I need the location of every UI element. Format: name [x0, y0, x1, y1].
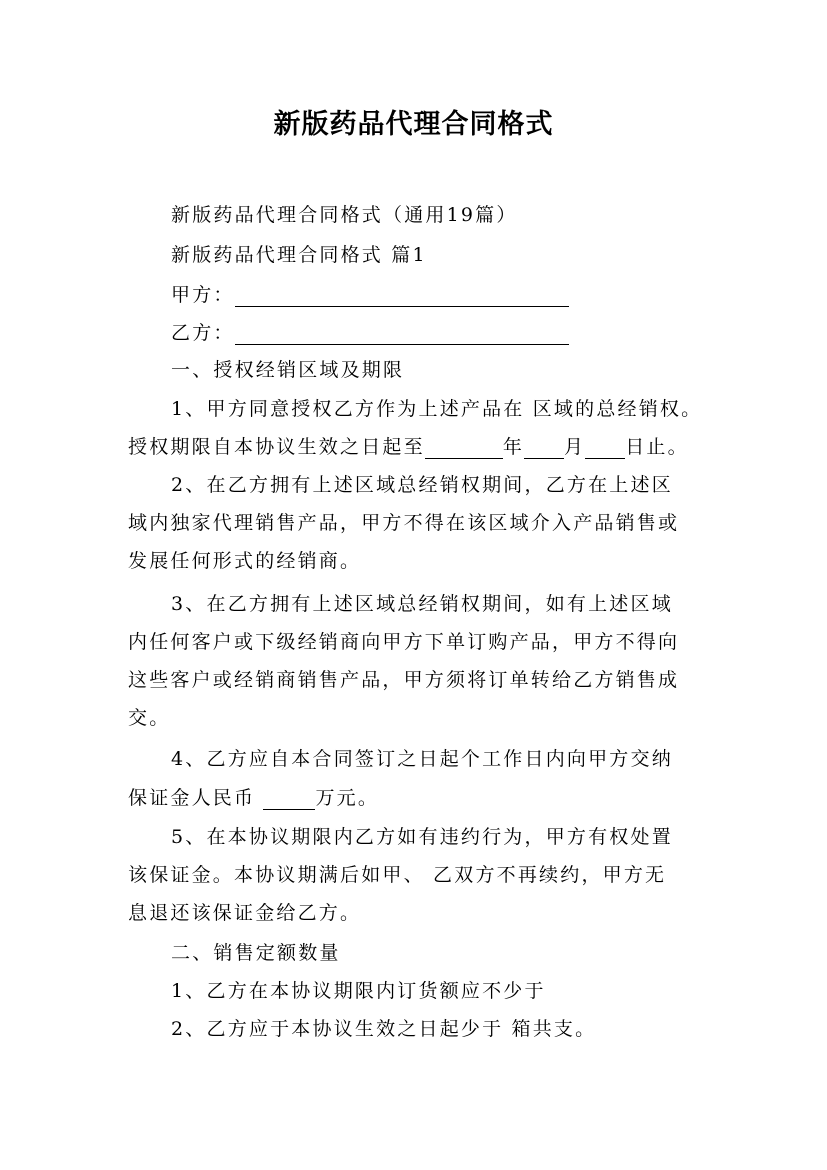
party-b-label: 乙方：: [171, 322, 235, 344]
clause-1-4-line-1: 4、乙方应自本合同签订之日起个工作日内向甲方交纳: [171, 748, 673, 770]
clause-2-2: 2、乙方应于本协议生效之日起少于 箱共支。: [171, 1018, 597, 1040]
party-a-label: 甲方：: [171, 284, 235, 306]
clause-1-3-line-4: 交。: [128, 707, 171, 729]
clause-2-1: 1、乙方在本协议期限内订货额应不少于: [171, 980, 546, 1002]
year-label: 年: [502, 436, 525, 458]
deposit-blank: [263, 789, 315, 810]
day-label: 日止。: [625, 436, 689, 458]
clause-1-2-line-3: 发展任何形式的经销商。: [128, 550, 362, 572]
month-label: 月: [564, 436, 586, 458]
clause-1-2-line-1: 2、在乙方拥有上述区域总经销权期间，乙方在上述区: [171, 474, 673, 496]
document-subtitle: 新版药品代理合同格式（通用19篇）: [171, 204, 518, 226]
party-b-line: [171, 318, 569, 345]
clause-1-3-line-2: 内任何客户或下级经销商向甲方下单订购产品，甲方不得向: [128, 631, 680, 653]
chapter-1-heading: 一、授权经销区域及期限: [171, 359, 405, 381]
deposit-unit: 万元。: [315, 787, 380, 809]
party-a-blank: [235, 286, 569, 307]
clause-1-5-line-3: 息退还该保证金给乙方。: [128, 902, 362, 924]
section-heading: 新版药品代理合同格式 篇1: [171, 244, 427, 266]
deposit-text: 保证金人民币: [128, 787, 264, 809]
year-blank: [425, 438, 503, 459]
clause-1-5-line-1: 5、在本协议期限内乙方如有违约行为，甲方有权处置: [171, 826, 673, 848]
document-title: 新版药品代理合同格式: [273, 109, 554, 140]
chapter-2-heading: 二、销售定额数量: [171, 942, 341, 964]
party-b-blank: [235, 324, 569, 345]
clause-1-1-line-2: [128, 432, 689, 459]
clause-1-3-line-1: 3、在乙方拥有上述区域总经销权期间，如有上述区域: [171, 593, 673, 615]
clause-1-1-line-1: 1、甲方同意授权乙方作为上述产品在 区域的总经销权。: [171, 398, 703, 420]
month-blank: [524, 438, 564, 459]
clause-1-2-line-2: 域内独家代理销售产品，甲方不得在该区域介入产品销售或: [128, 512, 680, 534]
day-blank: [585, 438, 625, 459]
party-a-line: [171, 280, 569, 307]
term-text: 授权期限自本协议生效之日起至: [128, 436, 425, 458]
clause-1-5-line-2: 该保证金。本协议期满后如甲、 乙双方不再续约，甲方无: [128, 864, 667, 886]
clause-1-4-line-2: [128, 783, 379, 810]
clause-1-3-line-3: 这些客户或经销商销售产品，甲方须将订单转给乙方销售成: [128, 669, 680, 691]
